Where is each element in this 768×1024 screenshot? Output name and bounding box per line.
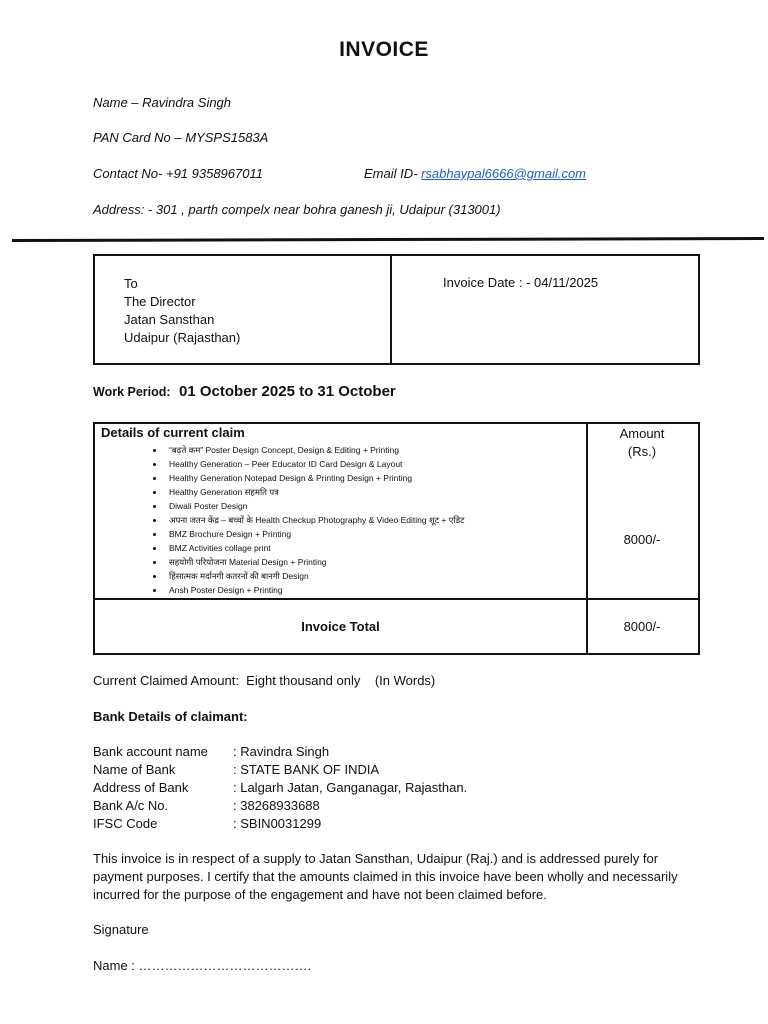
- claim-item: • Ansh Poster Design + Printing: [165, 583, 583, 597]
- work-period-value: 01 October 2025 to 31 October: [179, 383, 396, 400]
- invoice-date: Invoice Date : - 04/11/2025: [443, 275, 599, 290]
- claim-table-total-divider: [95, 598, 698, 600]
- bank-label: Bank A/c No.: [93, 798, 169, 813]
- claimant-contact: Contact No- +91 9358967011: [93, 166, 263, 181]
- amount-header-line1: Amount: [619, 426, 665, 441]
- claim-item: • Healthy Generation – Peer Educator ID Card Design & Layout: [165, 457, 583, 471]
- details-header: Details of current claim: [101, 425, 245, 440]
- bank-row-account-number: [93, 797, 467, 815]
- work-period: [93, 383, 396, 401]
- bank-value: : Ravindra Singh: [233, 744, 330, 759]
- claimant-email: [364, 166, 586, 181]
- claim-table: [93, 422, 700, 655]
- claim-item: • BMZ Activities collage print: [165, 541, 583, 555]
- claim-amount: 8000/-: [623, 532, 661, 547]
- bank-details: [93, 743, 467, 833]
- recipient-address: [124, 275, 240, 347]
- signatory-name-line: Name : ………………………………….: [93, 958, 312, 973]
- declaration-paragraph: This invoice is in respect of a supply to Jatan Sansthan, Udaipur (Raj.) and is addressed purely for payment purposes. I certify that the amounts claimed in this invoice have been wholly and necessarily incurred for the purpose of the engagement and have not been claimed before.: [93, 851, 678, 902]
- claim-item: • Healthy Generation Notepad Design & Printing Design + Printing: [165, 471, 583, 485]
- claim-item: • “बढ़ते कम” Poster Design Concept, Design & Editing + Printing: [165, 443, 583, 457]
- bank-details-heading: Bank Details of claimant:: [93, 709, 248, 724]
- claimant-name: Name – Ravindra Singh: [93, 95, 232, 110]
- invoice-total-label: Invoice Total: [301, 619, 380, 634]
- recipient-line-city: Udaipur (Rajasthan): [124, 330, 241, 345]
- recipient-line-director: The Director: [124, 294, 196, 309]
- invoice-total-amount: 8000/-: [623, 619, 661, 634]
- invoice-title: INVOICE: [339, 38, 429, 61]
- bank-label: Name of Bank: [93, 762, 176, 777]
- bank-row-account-name: [93, 743, 467, 761]
- claimed-amount-words: Current Claimed Amount: Eight thousand only (In Words): [93, 673, 436, 688]
- claim-item: • सहयोगी परियोजना Material Design + Printing: [165, 555, 583, 569]
- bank-row-bank-address: [93, 779, 467, 797]
- claim-item: • अपना जतन केंद्र – बच्चों के Health Checkup Photography & Video Editing शूट + एडिट: [165, 513, 583, 527]
- bank-value: : SBIN0031299: [233, 816, 322, 831]
- bank-value: : 38268933688: [233, 798, 320, 813]
- bank-row-bank-name: [93, 761, 467, 779]
- claim-item: • Healthy Generation सहमति पत्र: [165, 485, 583, 499]
- amount-header: [586, 425, 698, 461]
- bank-label: Address of Bank: [93, 780, 189, 795]
- bank-label: IFSC Code: [93, 816, 158, 831]
- claimant-address: Address: - 301 , parth compelx near bohra ganesh ji, Udaipur (313001): [93, 202, 501, 217]
- work-period-label: Work Period:: [93, 385, 171, 399]
- claim-items-list: [95, 443, 583, 597]
- claim-item: • Diwali Poster Design: [165, 499, 583, 513]
- recipient-line-to: To: [124, 276, 138, 291]
- amount-header-line2: (Rs.): [627, 444, 657, 459]
- recipient-box: [93, 254, 700, 365]
- bank-row-ifsc: [93, 815, 467, 833]
- email-label: Email ID-: [364, 166, 422, 181]
- bank-value: : STATE BANK OF INDIA: [233, 762, 380, 777]
- recipient-box-divider: [390, 256, 392, 363]
- signature-label: Signature: [93, 922, 149, 937]
- claimant-pan: PAN Card No – MYSPS1583A: [93, 130, 269, 145]
- recipient-line-org: Jatan Sansthan: [124, 312, 215, 327]
- claim-item: • BMZ Brochure Design + Printing: [165, 527, 583, 541]
- claim-item: • हिंसात्मक मर्दानगी कतरनों की बानगी Design: [165, 569, 583, 583]
- email-link[interactable]: rsabhaypal6666@gmail.com: [421, 166, 587, 181]
- bank-value: : Lalgarh Jatan, Ganganagar, Rajasthan.: [233, 780, 468, 795]
- header-divider: [12, 237, 764, 242]
- bank-label: Bank account name: [93, 744, 208, 759]
